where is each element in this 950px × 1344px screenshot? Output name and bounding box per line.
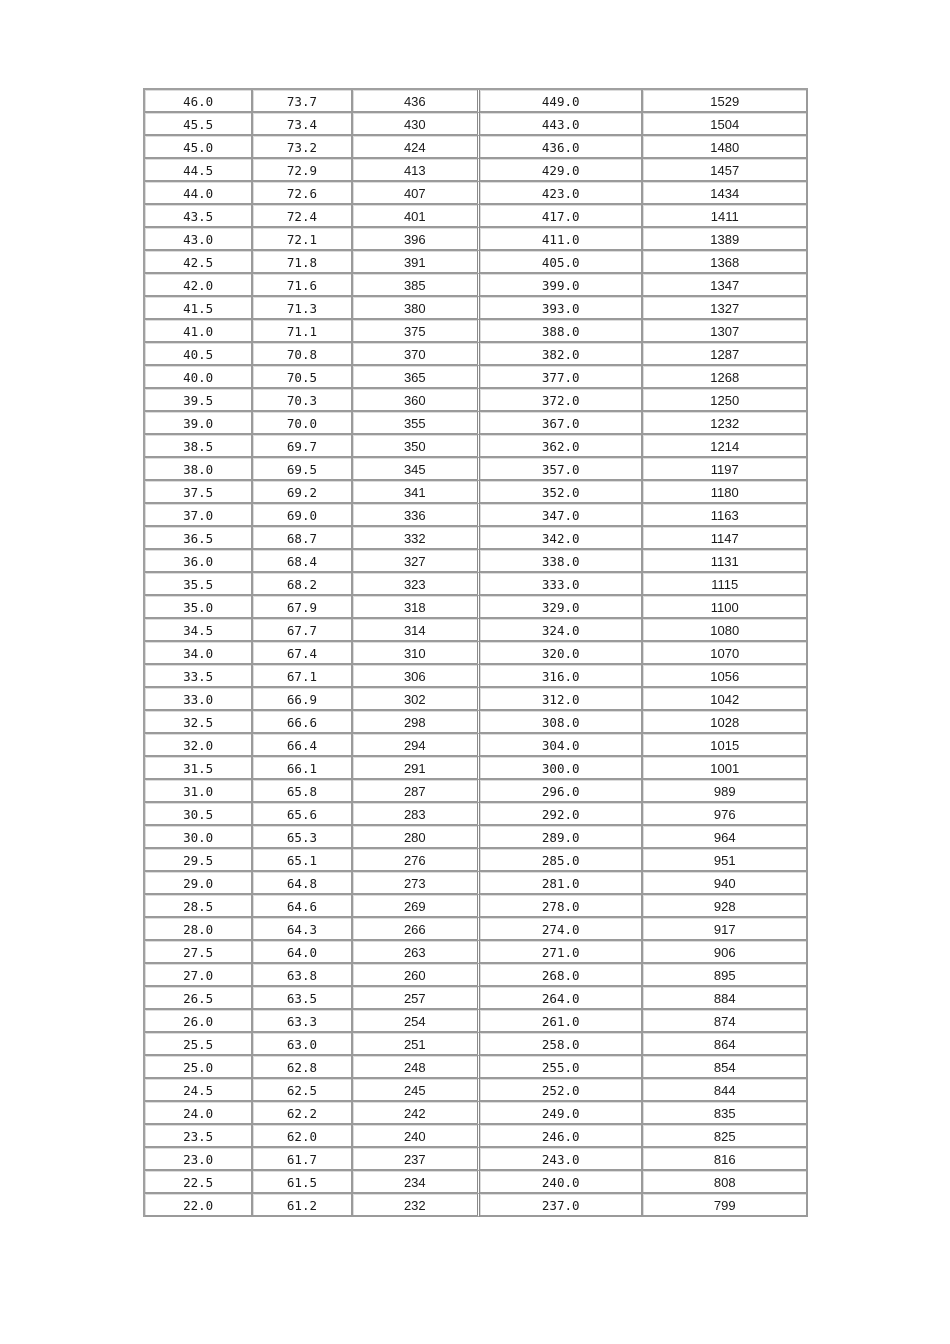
table-cell-col1: 28.5: [145, 895, 253, 918]
table-cell-col1: 44.0: [145, 182, 253, 205]
table-cell-col2: 65.3: [253, 826, 352, 849]
table-cell-col5: 1180: [643, 481, 808, 504]
table-cell-col2: 73.4: [253, 113, 352, 136]
table-cell-col2: 64.3: [253, 918, 352, 941]
table-cell-col1: 40.0: [145, 366, 253, 389]
table-cell-col5: 1250: [643, 389, 808, 412]
table-cell-col5: 1307: [643, 320, 808, 343]
table-row: [145, 343, 808, 366]
table-cell-col1: 46.0: [145, 90, 253, 113]
table-cell-col5: 884: [643, 987, 808, 1010]
table-cell-col4: 268.0: [480, 964, 643, 987]
table-cell-col4: 261.0: [480, 1010, 643, 1033]
table-cell-col2: 62.5: [253, 1079, 352, 1102]
table-cell-col4: 249.0: [480, 1102, 643, 1125]
table-cell-col4: 417.0: [480, 205, 643, 228]
table-cell-col3: 396: [353, 228, 480, 251]
table-cell-col5: 1100: [643, 596, 808, 619]
table-cell-col1: 29.0: [145, 872, 253, 895]
table-cell-col2: 71.6: [253, 274, 352, 297]
table-row: [145, 159, 808, 182]
table-cell-col2: 66.6: [253, 711, 352, 734]
table-cell-col5: 917: [643, 918, 808, 941]
table-row: [145, 941, 808, 964]
table-cell-col3: 350: [353, 435, 480, 458]
table-cell-col4: 264.0: [480, 987, 643, 1010]
table-cell-col5: 864: [643, 1033, 808, 1056]
table-cell-col5: 1015: [643, 734, 808, 757]
table-cell-col1: 34.0: [145, 642, 253, 665]
table-row: [145, 1171, 808, 1194]
table-row: [145, 389, 808, 412]
table-cell-col5: 1115: [643, 573, 808, 596]
table-cell-col4: 405.0: [480, 251, 643, 274]
table-cell-col3: 323: [353, 573, 480, 596]
table-cell-col5: 1001: [643, 757, 808, 780]
table-cell-col5: 1080: [643, 619, 808, 642]
table-cell-col1: 26.5: [145, 987, 253, 1010]
table-cell-col4: 278.0: [480, 895, 643, 918]
table-row: [145, 504, 808, 527]
table-row: [145, 711, 808, 734]
table-cell-col5: 1232: [643, 412, 808, 435]
table-cell-col1: 22.5: [145, 1171, 253, 1194]
table-cell-col2: 71.1: [253, 320, 352, 343]
table-cell-col3: 294: [353, 734, 480, 757]
table-cell-col4: 240.0: [480, 1171, 643, 1194]
table-cell-col4: 329.0: [480, 596, 643, 619]
table-cell-col5: 1131: [643, 550, 808, 573]
table-row: [145, 251, 808, 274]
table-cell-col4: 338.0: [480, 550, 643, 573]
table-row: [145, 527, 808, 550]
table-cell-col2: 72.4: [253, 205, 352, 228]
table-cell-col3: 273: [353, 872, 480, 895]
table-cell-col3: 283: [353, 803, 480, 826]
table-cell-col1: 35.0: [145, 596, 253, 619]
table-cell-col2: 63.3: [253, 1010, 352, 1033]
table-cell-col1: 45.0: [145, 136, 253, 159]
table-cell-col2: 67.7: [253, 619, 352, 642]
table-cell-col3: 336: [353, 504, 480, 527]
table-cell-col2: 68.4: [253, 550, 352, 573]
table-cell-col3: 314: [353, 619, 480, 642]
table-cell-col5: 854: [643, 1056, 808, 1079]
table-cell-col4: 237.0: [480, 1194, 643, 1217]
table-row: [145, 205, 808, 228]
table-row: [145, 366, 808, 389]
table-cell-col1: 24.0: [145, 1102, 253, 1125]
table-cell-col1: 23.0: [145, 1148, 253, 1171]
table-cell-col2: 70.5: [253, 366, 352, 389]
table-cell-col3: 257: [353, 987, 480, 1010]
table-cell-col5: 816: [643, 1148, 808, 1171]
table-cell-col4: 292.0: [480, 803, 643, 826]
table-cell-col2: 63.8: [253, 964, 352, 987]
table-cell-col4: 246.0: [480, 1125, 643, 1148]
table-row: [145, 182, 808, 205]
table-row: [145, 1148, 808, 1171]
table-cell-col2: 61.7: [253, 1148, 352, 1171]
table-cell-col2: 62.0: [253, 1125, 352, 1148]
table-row: [145, 1010, 808, 1033]
table-cell-col4: 377.0: [480, 366, 643, 389]
table-cell-col5: 1347: [643, 274, 808, 297]
table-row: [145, 297, 808, 320]
table-cell-col4: 372.0: [480, 389, 643, 412]
table-cell-col3: 345: [353, 458, 480, 481]
table-cell-col5: 1434: [643, 182, 808, 205]
table-row: [145, 665, 808, 688]
table-cell-col5: 940: [643, 872, 808, 895]
table-cell-col5: 835: [643, 1102, 808, 1125]
table-row: [145, 1033, 808, 1056]
table-cell-col4: 357.0: [480, 458, 643, 481]
table-cell-col3: 355: [353, 412, 480, 435]
table-cell-col5: 1056: [643, 665, 808, 688]
table-cell-col4: 388.0: [480, 320, 643, 343]
table-cell-col3: 375: [353, 320, 480, 343]
table-cell-col3: 298: [353, 711, 480, 734]
table-cell-col1: 31.0: [145, 780, 253, 803]
table-cell-col5: 1480: [643, 136, 808, 159]
table-cell-col4: 362.0: [480, 435, 643, 458]
table-cell-col3: 248: [353, 1056, 480, 1079]
table-row: [145, 1102, 808, 1125]
table-cell-col5: 1163: [643, 504, 808, 527]
table-cell-col5: 928: [643, 895, 808, 918]
table-cell-col4: 289.0: [480, 826, 643, 849]
table-cell-col2: 73.2: [253, 136, 352, 159]
table-row: [145, 1079, 808, 1102]
table-cell-col4: 304.0: [480, 734, 643, 757]
table-cell-col4: 308.0: [480, 711, 643, 734]
table-cell-col5: 1368: [643, 251, 808, 274]
table-cell-col5: 1504: [643, 113, 808, 136]
table-cell-col1: 25.0: [145, 1056, 253, 1079]
table-cell-col4: 274.0: [480, 918, 643, 941]
table-row: [145, 895, 808, 918]
table-cell-col1: 27.5: [145, 941, 253, 964]
table-cell-col5: 1268: [643, 366, 808, 389]
table-row: [145, 412, 808, 435]
table-cell-col1: 38.0: [145, 458, 253, 481]
table-row: [145, 734, 808, 757]
table-cell-col5: 808: [643, 1171, 808, 1194]
table-cell-col4: 255.0: [480, 1056, 643, 1079]
table-cell-col5: 1327: [643, 297, 808, 320]
table-cell-col3: 263: [353, 941, 480, 964]
table-row: [145, 987, 808, 1010]
table-cell-col1: 25.5: [145, 1033, 253, 1056]
table-row: [145, 228, 808, 251]
table-cell-col3: 291: [353, 757, 480, 780]
table-cell-col4: 285.0: [480, 849, 643, 872]
table-cell-col5: 874: [643, 1010, 808, 1033]
table-cell-col1: 41.0: [145, 320, 253, 343]
table-row: [145, 642, 808, 665]
table-cell-col5: 1070: [643, 642, 808, 665]
table-cell-col2: 71.8: [253, 251, 352, 274]
table-cell-col1: 31.5: [145, 757, 253, 780]
table-cell-col2: 66.4: [253, 734, 352, 757]
table-cell-col3: 251: [353, 1033, 480, 1056]
table-cell-col2: 64.8: [253, 872, 352, 895]
table-cell-col1: 43.0: [145, 228, 253, 251]
table-row: [145, 274, 808, 297]
table-cell-col5: 1457: [643, 159, 808, 182]
table-cell-col3: 424: [353, 136, 480, 159]
table-cell-col2: 70.8: [253, 343, 352, 366]
table-cell-col3: 260: [353, 964, 480, 987]
table-row: [145, 803, 808, 826]
table-cell-col1: 33.5: [145, 665, 253, 688]
table-row: [145, 757, 808, 780]
table-cell-col2: 69.7: [253, 435, 352, 458]
table-cell-col1: 41.5: [145, 297, 253, 320]
table-cell-col2: 70.0: [253, 412, 352, 435]
table-cell-col1: 36.5: [145, 527, 253, 550]
table-cell-col5: 1389: [643, 228, 808, 251]
table-cell-col1: 23.5: [145, 1125, 253, 1148]
table-cell-col2: 61.5: [253, 1171, 352, 1194]
table-row: [145, 1194, 808, 1217]
table-row: [145, 849, 808, 872]
table-cell-col5: 844: [643, 1079, 808, 1102]
table-cell-col4: 300.0: [480, 757, 643, 780]
table-cell-col4: 243.0: [480, 1148, 643, 1171]
table-cell-col3: 306: [353, 665, 480, 688]
table-cell-col3: 276: [353, 849, 480, 872]
table-cell-col2: 73.7: [253, 90, 352, 113]
table-cell-col3: 266: [353, 918, 480, 941]
table-row: [145, 90, 808, 113]
table-cell-col2: 70.3: [253, 389, 352, 412]
table-cell-col1: 28.0: [145, 918, 253, 941]
table-cell-col3: 370: [353, 343, 480, 366]
table-cell-col4: 423.0: [480, 182, 643, 205]
table-cell-col1: 32.0: [145, 734, 253, 757]
table-cell-col3: 365: [353, 366, 480, 389]
table-cell-col2: 69.5: [253, 458, 352, 481]
table-cell-col3: 232: [353, 1194, 480, 1217]
table-cell-col3: 287: [353, 780, 480, 803]
table-cell-col3: 240: [353, 1125, 480, 1148]
table-cell-col2: 64.6: [253, 895, 352, 918]
table-cell-col2: 69.0: [253, 504, 352, 527]
table-row: [145, 573, 808, 596]
table-cell-col5: 1197: [643, 458, 808, 481]
table-cell-col5: 1411: [643, 205, 808, 228]
table-cell-col1: 43.5: [145, 205, 253, 228]
table-cell-col4: 281.0: [480, 872, 643, 895]
table-body: [145, 90, 808, 1217]
table-cell-col3: 385: [353, 274, 480, 297]
table-cell-col2: 63.0: [253, 1033, 352, 1056]
table-row: [145, 481, 808, 504]
table-cell-col3: 401: [353, 205, 480, 228]
table-cell-col3: 436: [353, 90, 480, 113]
table-cell-col2: 69.2: [253, 481, 352, 504]
table-cell-col4: 258.0: [480, 1033, 643, 1056]
table-cell-col3: 430: [353, 113, 480, 136]
table-cell-col3: 237: [353, 1148, 480, 1171]
table-cell-col4: 443.0: [480, 113, 643, 136]
table-row: [145, 458, 808, 481]
table-cell-col1: 39.0: [145, 412, 253, 435]
table-cell-col5: 964: [643, 826, 808, 849]
table-cell-col4: 411.0: [480, 228, 643, 251]
table-cell-col3: 302: [353, 688, 480, 711]
table-row: [145, 872, 808, 895]
table-cell-col5: 1214: [643, 435, 808, 458]
table-cell-col3: 391: [353, 251, 480, 274]
table-cell-col5: 906: [643, 941, 808, 964]
table-cell-col1: 37.5: [145, 481, 253, 504]
table-cell-col3: 318: [353, 596, 480, 619]
table-cell-col4: 382.0: [480, 343, 643, 366]
table-cell-col5: 1042: [643, 688, 808, 711]
table-cell-col5: 976: [643, 803, 808, 826]
table-cell-col5: 1529: [643, 90, 808, 113]
table-cell-col3: 280: [353, 826, 480, 849]
table-cell-col4: 252.0: [480, 1079, 643, 1102]
table-row: [145, 964, 808, 987]
table-cell-col4: 449.0: [480, 90, 643, 113]
table-cell-col4: 296.0: [480, 780, 643, 803]
table-row: [145, 596, 808, 619]
table-cell-col1: 42.0: [145, 274, 253, 297]
table-row: [145, 113, 808, 136]
table-cell-col2: 66.9: [253, 688, 352, 711]
table-row: [145, 136, 808, 159]
table-cell-col1: 44.5: [145, 159, 253, 182]
table-cell-col5: 1147: [643, 527, 808, 550]
table-cell-col2: 67.1: [253, 665, 352, 688]
table-cell-col3: 234: [353, 1171, 480, 1194]
table-cell-col1: 22.0: [145, 1194, 253, 1217]
table-cell-col3: 242: [353, 1102, 480, 1125]
table-cell-col5: 895: [643, 964, 808, 987]
table-cell-col1: 37.0: [145, 504, 253, 527]
table-cell-col2: 63.5: [253, 987, 352, 1010]
table-cell-col2: 71.3: [253, 297, 352, 320]
table-cell-col2: 68.2: [253, 573, 352, 596]
table-cell-col2: 65.6: [253, 803, 352, 826]
table-cell-col3: 380: [353, 297, 480, 320]
table-cell-col2: 65.1: [253, 849, 352, 872]
table-cell-col2: 72.1: [253, 228, 352, 251]
table-cell-col4: 333.0: [480, 573, 643, 596]
table-row: [145, 688, 808, 711]
table-cell-col2: 72.6: [253, 182, 352, 205]
table-cell-col4: 367.0: [480, 412, 643, 435]
table-cell-col4: 347.0: [480, 504, 643, 527]
table-cell-col2: 65.8: [253, 780, 352, 803]
table-cell-col2: 67.4: [253, 642, 352, 665]
table-cell-col1: 38.5: [145, 435, 253, 458]
table-cell-col5: 825: [643, 1125, 808, 1148]
table-cell-col2: 62.2: [253, 1102, 352, 1125]
table-cell-col1: 35.5: [145, 573, 253, 596]
table-cell-col5: 799: [643, 1194, 808, 1217]
table-cell-col4: 271.0: [480, 941, 643, 964]
table-row: [145, 435, 808, 458]
table-cell-col4: 436.0: [480, 136, 643, 159]
table-row: [145, 619, 808, 642]
table-cell-col3: 245: [353, 1079, 480, 1102]
table-cell-col1: 26.0: [145, 1010, 253, 1033]
table-cell-col1: 40.5: [145, 343, 253, 366]
table-cell-col2: 62.8: [253, 1056, 352, 1079]
table-cell-col4: 316.0: [480, 665, 643, 688]
table-row: [145, 826, 808, 849]
table-cell-col4: 352.0: [480, 481, 643, 504]
table-cell-col1: 32.5: [145, 711, 253, 734]
table-row: [145, 550, 808, 573]
table-cell-col2: 67.9: [253, 596, 352, 619]
table-cell-col4: 320.0: [480, 642, 643, 665]
table-cell-col1: 30.5: [145, 803, 253, 826]
table-cell-col1: 34.5: [145, 619, 253, 642]
table-row: [145, 1056, 808, 1079]
table-cell-col5: 989: [643, 780, 808, 803]
table-cell-col4: 393.0: [480, 297, 643, 320]
table-cell-col3: 332: [353, 527, 480, 550]
table-cell-col1: 27.0: [145, 964, 253, 987]
table-cell-col2: 64.0: [253, 941, 352, 964]
table-cell-col3: 254: [353, 1010, 480, 1033]
table-cell-col2: 72.9: [253, 159, 352, 182]
table-cell-col3: 413: [353, 159, 480, 182]
table-cell-col3: 360: [353, 389, 480, 412]
table-cell-col2: 68.7: [253, 527, 352, 550]
table-cell-col1: 29.5: [145, 849, 253, 872]
hardness-conversion-table: [143, 88, 808, 1217]
table-cell-col2: 61.2: [253, 1194, 352, 1217]
table-cell-col1: 30.0: [145, 826, 253, 849]
table-row: [145, 918, 808, 941]
table-cell-col1: 39.5: [145, 389, 253, 412]
table-cell-col4: 429.0: [480, 159, 643, 182]
table-row: [145, 1125, 808, 1148]
table-row: [145, 320, 808, 343]
table-cell-col4: 324.0: [480, 619, 643, 642]
table-cell-col5: 951: [643, 849, 808, 872]
table-cell-col1: 33.0: [145, 688, 253, 711]
table-cell-col4: 342.0: [480, 527, 643, 550]
table-row: [145, 780, 808, 803]
table-cell-col5: 1028: [643, 711, 808, 734]
table-cell-col3: 341: [353, 481, 480, 504]
table-cell-col2: 66.1: [253, 757, 352, 780]
table-cell-col3: 407: [353, 182, 480, 205]
table-cell-col1: 42.5: [145, 251, 253, 274]
table-cell-col3: 310: [353, 642, 480, 665]
table-cell-col1: 24.5: [145, 1079, 253, 1102]
table-cell-col4: 312.0: [480, 688, 643, 711]
table-cell-col5: 1287: [643, 343, 808, 366]
table-cell-col3: 327: [353, 550, 480, 573]
table-cell-col1: 36.0: [145, 550, 253, 573]
table-cell-col4: 399.0: [480, 274, 643, 297]
table-cell-col1: 45.5: [145, 113, 253, 136]
table-cell-col3: 269: [353, 895, 480, 918]
